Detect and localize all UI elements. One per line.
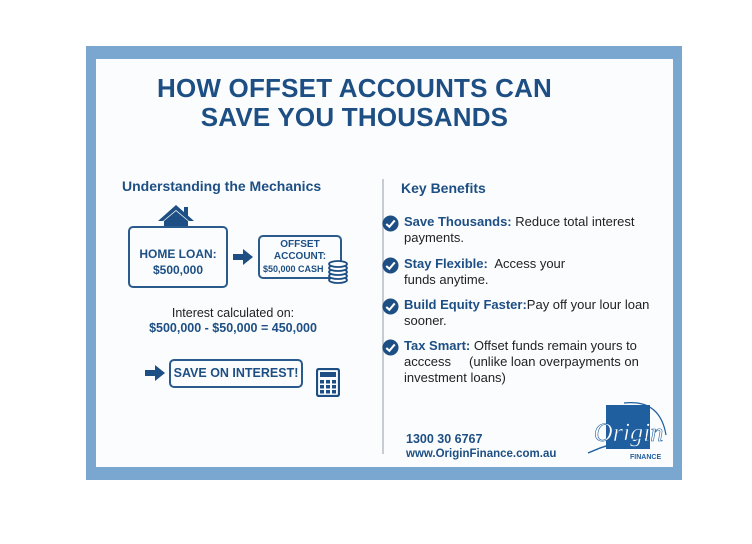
benefit-item	[404, 338, 644, 386]
interest-formula: $500,000 - $50,000 = 450,000	[149, 321, 317, 335]
benefit-text: Access your funds anytime.	[404, 256, 569, 287]
benefit-item	[404, 297, 654, 329]
svg-text:Origin: Origin	[594, 418, 664, 447]
title-line-1: HOW OFFSET ACCOUNTS CAN	[156, 73, 553, 103]
origin-finance-logo	[584, 397, 674, 465]
benefit-title: Save Thousands:	[404, 214, 512, 229]
page-title	[96, 74, 673, 132]
contact-website[interactable]: www.OriginFinance.com.au	[406, 448, 557, 460]
offset-line-2: ACCOUNT:	[273, 251, 327, 262]
blue-frame	[86, 46, 682, 480]
benefit-item	[404, 256, 594, 288]
home-loan-label: HOME LOAN:	[139, 247, 217, 261]
contact-phone: 1300 30 6767	[406, 432, 483, 446]
offset-line-3: $50,000 CASH	[263, 264, 324, 274]
check-circle-icon	[382, 339, 399, 356]
benefit-title: Tax Smart:	[404, 338, 471, 353]
benefit-text: Offset funds remain yours to acccess (unlike loan overpayments on investment loans)	[404, 338, 643, 385]
home-loan-box	[128, 226, 228, 288]
arrow-right-icon	[233, 249, 253, 265]
check-circle-icon	[382, 298, 399, 315]
benefits-heading: Key Benefits	[401, 180, 486, 196]
save-on-interest-box: SAVE ON INTEREST!	[169, 359, 303, 388]
benefit-item	[404, 214, 654, 246]
arrow-right-icon	[145, 365, 165, 381]
calculator-icon	[316, 368, 340, 397]
interest-label: Interest calculated on:	[171, 306, 295, 320]
check-circle-icon	[382, 257, 399, 274]
logo-sub: FINANCE	[630, 454, 662, 461]
benefit-title: Build Equity Faster:	[404, 297, 527, 312]
check-circle-icon	[382, 215, 399, 232]
home-loan-amount: $500,000	[152, 263, 204, 277]
benefit-text: Reduce total interest payments.	[404, 214, 635, 245]
mechanics-heading: Understanding the Mechanics	[122, 178, 322, 194]
benefit-text: Pay off your lour loan sooner.	[404, 297, 650, 328]
coin-stack-icon	[327, 260, 349, 284]
offset-line-1: OFFSET	[280, 239, 320, 250]
benefit-title: Stay Flexible:	[404, 256, 488, 271]
title-line-2: SAVE YOU THOUSANDS	[200, 102, 509, 132]
infographic-card	[96, 59, 673, 467]
